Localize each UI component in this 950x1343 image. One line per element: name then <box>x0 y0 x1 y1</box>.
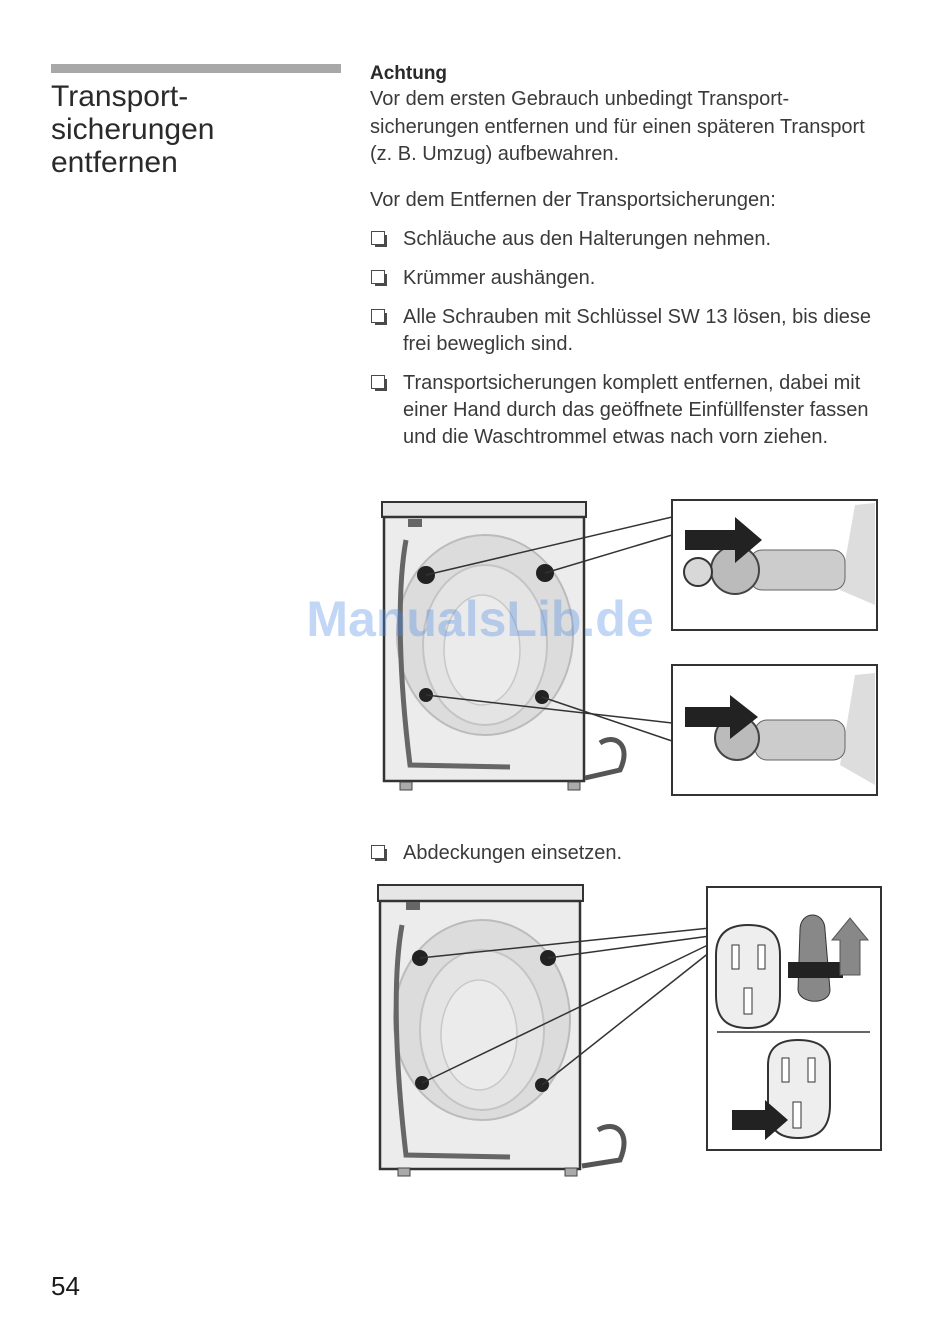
list-item <box>370 265 890 292</box>
checkbox-icon <box>371 231 385 245</box>
notice-text: Vor dem ersten Gebrauch unbedingt Transport-sicherungen entfernen und für einen späteren Transport (z. B. Umzug) aufbewahren. <box>370 88 865 165</box>
section-title-line-2: sicherungen <box>51 113 215 146</box>
list-item <box>370 840 890 867</box>
step-text: Abdeckungen einsetzen. <box>403 842 623 864</box>
section-title <box>51 80 341 179</box>
step-text: Krümmer aushängen. <box>403 267 596 289</box>
watermark: ManualsLib.de <box>306 591 654 647</box>
page-number: 54 <box>51 1271 80 1301</box>
heading-rule <box>51 64 341 73</box>
checkbox-icon <box>371 375 385 389</box>
final-step <box>370 840 890 867</box>
final-step-list <box>370 840 890 867</box>
notice-label: Achtung <box>370 63 448 84</box>
checkbox-icon <box>371 270 385 284</box>
instructions <box>370 62 890 463</box>
checkbox-icon <box>371 845 385 859</box>
list-item <box>370 226 890 253</box>
step-text: Schläuche aus den Halterungen nehmen. <box>403 228 772 250</box>
step-text: Transportsicherungen komplett entfernen, dabei mit einer Hand durch das geöffnete Einfüllfenster fassen und die Waschtrommel etwas nach vorn ziehen. <box>403 372 869 448</box>
cover-insertion-illustration <box>370 880 885 1180</box>
section-title-line-3: entfernen <box>51 146 178 179</box>
checkbox-icon <box>371 309 385 323</box>
intro-text: Vor dem Entfernen der Transportsicherungen: <box>370 188 776 211</box>
steps-list <box>370 226 890 451</box>
list-item <box>370 370 890 451</box>
list-item <box>370 304 890 358</box>
section-title-line-1: Transport- <box>51 80 189 113</box>
step-text: Alle Schrauben mit Schlüssel SW 13 lösen, bis diese frei beweglich sind. <box>403 306 872 355</box>
transport-bolt-illustration <box>370 495 885 805</box>
